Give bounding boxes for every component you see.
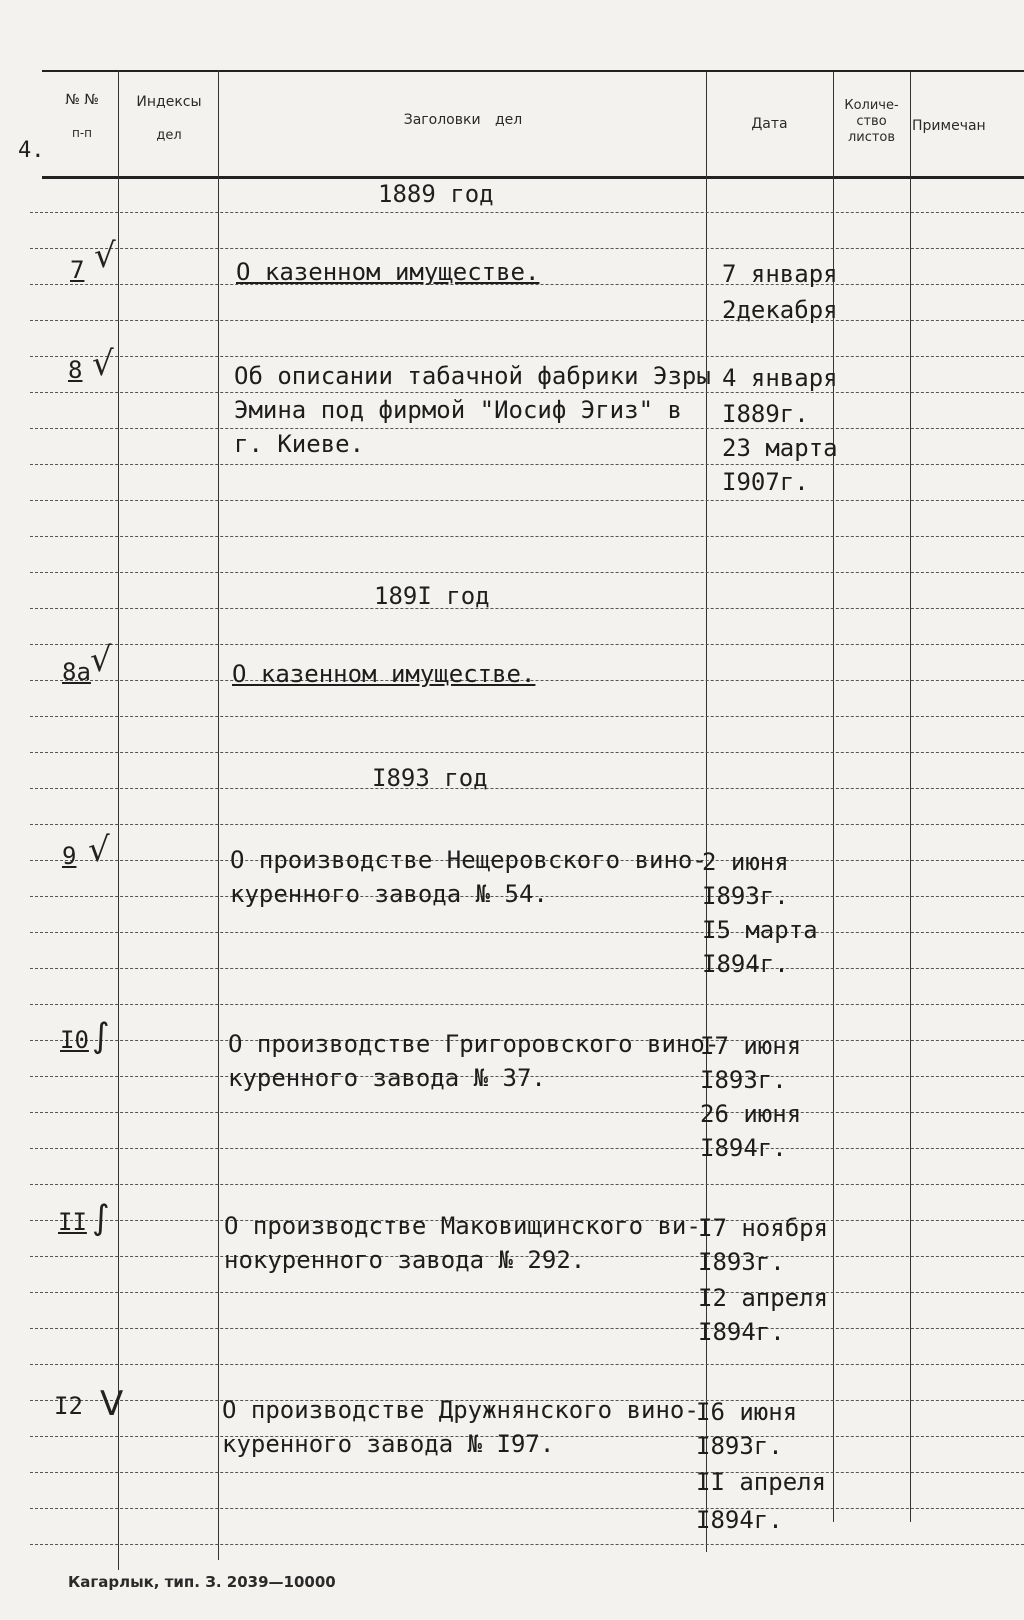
entry-number: 9 xyxy=(62,842,77,870)
col-divider-5 xyxy=(910,72,911,1522)
header-count-line3: листов xyxy=(847,130,896,145)
ruled-line xyxy=(30,320,1024,321)
entry-title-line: куренного завода № 37. xyxy=(228,1064,546,1092)
ruled-line xyxy=(30,716,1024,717)
checkmark-icon: √ xyxy=(90,640,112,680)
ruled-line xyxy=(30,500,1024,501)
year-heading-1891: 189I год xyxy=(374,582,490,610)
header-top-rule xyxy=(42,70,1024,72)
entry-date-line: I889г. xyxy=(722,400,809,428)
entry-number: 8а xyxy=(62,658,91,686)
ruled-line xyxy=(30,1328,1024,1329)
entry-date-line: 2декабря xyxy=(722,296,838,324)
entry-date-line: I894г. xyxy=(700,1134,787,1162)
entry-date-line: I7 ноября xyxy=(698,1214,829,1242)
checkmark-icon: √ xyxy=(94,236,116,276)
header-index-sublabel: дел xyxy=(156,128,182,143)
ruled-line xyxy=(30,824,1024,825)
col-divider-4 xyxy=(833,72,834,1522)
header-index-label: Индексы xyxy=(136,94,202,110)
entry-date-line: 2 июня xyxy=(702,848,789,876)
ruled-line xyxy=(30,392,1024,393)
ruled-line xyxy=(30,752,1024,753)
ruled-line xyxy=(30,536,1024,537)
header-index xyxy=(120,94,218,144)
ruled-line xyxy=(30,248,1024,249)
entry-number: II xyxy=(58,1208,87,1236)
entry-date-line: I893г. xyxy=(698,1248,785,1276)
ruled-line xyxy=(30,1004,1024,1005)
printer-footer: Кагарлык, тип. З. 2039—10000 xyxy=(68,1573,336,1591)
col-divider-1 xyxy=(118,70,119,1570)
ruled-line xyxy=(30,608,1024,609)
entry-title-line: О производстве Дружнянского вино- xyxy=(222,1396,699,1424)
entry-title-line: О казенном имуществе. xyxy=(236,258,540,286)
ruled-line xyxy=(30,932,1024,933)
header-num-label: № № xyxy=(65,92,99,108)
ruled-line xyxy=(30,356,1024,357)
entry-title-line: куренного завода № I97. xyxy=(222,1430,555,1458)
entry-title-line: Эмина под фирмой "Иосиф Эгиз" в xyxy=(234,396,682,424)
entry-title-line: нокуренного завода № 292. xyxy=(224,1246,586,1274)
entry-number: 7 xyxy=(70,256,85,284)
header-count-line1: Количе- xyxy=(844,98,899,113)
header-date: Дата xyxy=(751,116,788,132)
entry-date-line: I7 июня xyxy=(700,1032,802,1060)
entry-date-line: 23 марта xyxy=(722,434,838,462)
entry-title-line: О производстве Григоровского вино- xyxy=(228,1030,720,1058)
entry-number: I2 xyxy=(54,1392,83,1420)
ruled-line xyxy=(30,464,1024,465)
ruled-line xyxy=(30,1364,1024,1365)
entry-date-line: I6 июня xyxy=(696,1398,798,1426)
header-bottom-rule xyxy=(42,176,1024,179)
checkmark-icon: √ xyxy=(88,830,110,870)
ruled-line xyxy=(30,572,1024,573)
entry-date-line: I5 марта xyxy=(702,916,818,944)
header-num-sublabel: п-п xyxy=(71,126,93,140)
entry-date-line: 4 января xyxy=(722,364,838,392)
ruled-line xyxy=(30,968,1024,969)
entry-date-line: 26 июня xyxy=(700,1100,802,1128)
entry-title-line: Об описании табачной фабрики Эзры xyxy=(234,362,711,390)
year-heading-1893: I893 год xyxy=(372,764,488,792)
ruled-line xyxy=(30,1544,1024,1545)
entry-date-line: I894г. xyxy=(698,1318,785,1346)
entry-title-line: г. Киеве. xyxy=(234,430,365,458)
checkmark-icon: ∫ xyxy=(92,1016,110,1056)
header-note: Примечан xyxy=(912,118,986,134)
ruled-line xyxy=(30,428,1024,429)
entry-title-line: О производстве Нещеровского вино- xyxy=(230,846,707,874)
ruled-line xyxy=(30,788,1024,789)
ruled-line xyxy=(30,1292,1024,1293)
year-heading-1889: 1889 год xyxy=(378,180,494,208)
entry-date-line: I893г. xyxy=(696,1432,783,1460)
entry-title-line: куренного завода № 54. xyxy=(230,880,548,908)
entry-title-line: О производстве Маковищинского ви- xyxy=(224,1212,701,1240)
entry-date-line: I894г. xyxy=(696,1506,783,1534)
checkmark-icon: V xyxy=(100,1384,124,1424)
entry-date-line: I893г. xyxy=(702,882,789,910)
ruled-line xyxy=(30,212,1024,213)
entry-title-line: О казенном имуществе. xyxy=(232,660,536,688)
entry-date-line: II апреля xyxy=(696,1468,827,1496)
entry-number: 8 xyxy=(68,356,83,384)
ruled-line xyxy=(30,1112,1024,1113)
entry-date-line: I907г. xyxy=(722,468,809,496)
ruled-line xyxy=(30,1184,1024,1185)
ruled-line xyxy=(30,644,1024,645)
entry-date-line: 7 января xyxy=(722,260,838,288)
checkmark-icon: √ xyxy=(92,344,114,384)
checkmark-icon: ∫ xyxy=(92,1198,110,1238)
entry-date-line: I2 апреля xyxy=(698,1284,829,1312)
ruled-line xyxy=(30,1472,1024,1473)
header-num xyxy=(50,92,114,142)
entry-number: I0 xyxy=(60,1026,89,1054)
ruled-line xyxy=(30,1508,1024,1509)
entry-date-line: I894г. xyxy=(702,950,789,978)
col-divider-2 xyxy=(218,70,219,1560)
header-count-line2: ство xyxy=(856,114,887,129)
header-count xyxy=(833,98,910,146)
ruled-line xyxy=(30,1148,1024,1149)
page-number: 4. xyxy=(18,138,45,163)
entry-date-line: I893г. xyxy=(700,1066,787,1094)
header-title: Заголовки дел xyxy=(403,112,523,128)
